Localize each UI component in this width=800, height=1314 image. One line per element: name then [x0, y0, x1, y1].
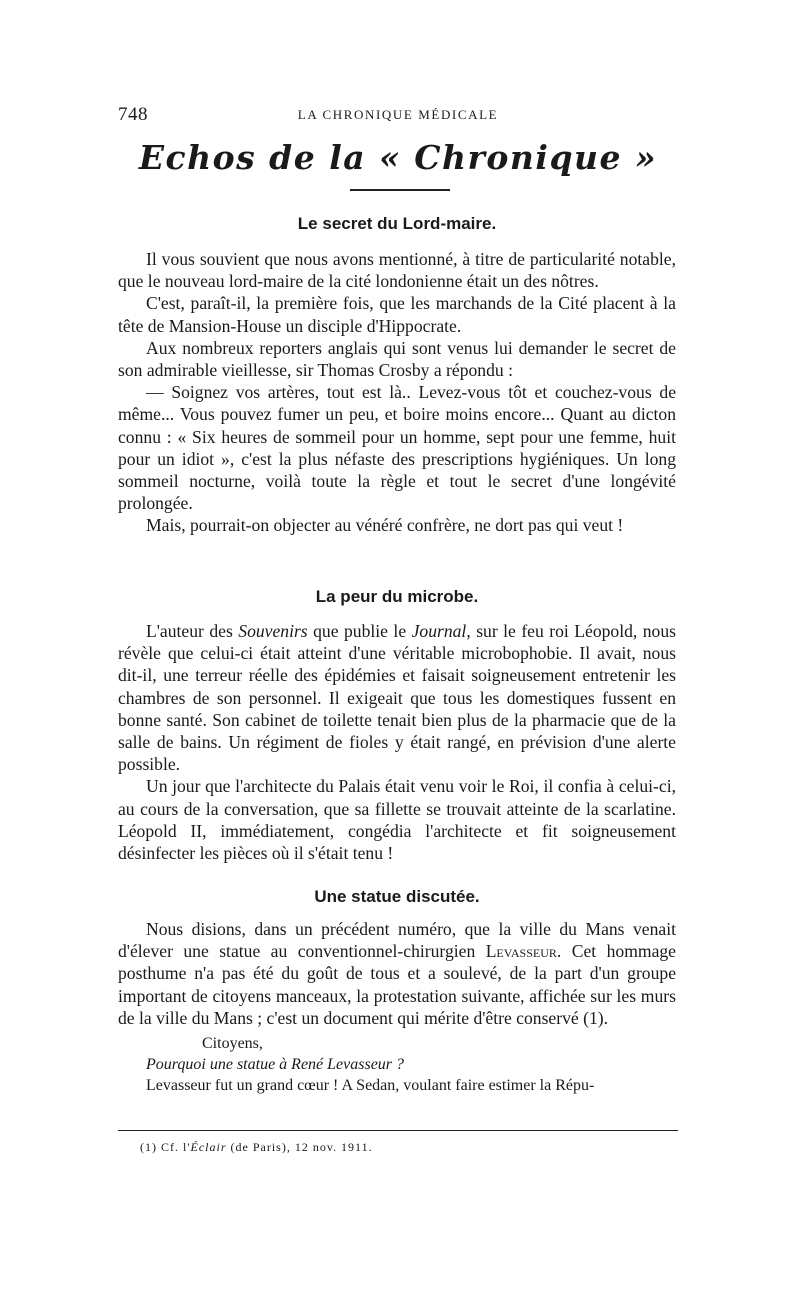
paragraph: Un jour que l'architecte du Palais était venu voir le Roi, il confia à celui-ci, au cours de la conversation, que sa fillette se trouvait atteinte de la scarlatine. Léopold II, immédiatement, congédia l'architecte et fit soigneusement désinfecter les pièces où il s'était tenu !: [118, 776, 676, 864]
text: que publie le: [307, 621, 412, 641]
article-title: Le secret du Lord-maire.: [297, 214, 497, 233]
salutation: Citoyens,: [202, 1035, 263, 1053]
text: L'auteur des: [146, 621, 239, 641]
article-lord-maire: [118, 213, 676, 537]
article-title: La peur du microbe.: [315, 587, 479, 606]
page-number: 748: [118, 104, 148, 125]
journal-name: LA CHRONIQUE MÉDICALE: [297, 107, 499, 122]
italic-text: Journal: [411, 621, 467, 641]
article-title: Une statue discutée.: [314, 887, 480, 906]
text: (de Paris), 12 nov. 1911.: [226, 1140, 373, 1154]
text: Cf. l': [157, 1140, 191, 1154]
paragraph: Aux nombreux reporters anglais qui sont venus lui demander le secret de son admirable vieillesse, sir Thomas Crosby a répondu :: [118, 337, 676, 381]
running-head: [118, 104, 678, 128]
text: , sur le feu roi Léopold, nous révèle que celui-ci était atteint d'une véritable microbophobie. Il avait, nous dit-il, une terreur réelle des épidémies et faisait soigneusement entretenir les chambres de son personnel. Il exigeait que tous les domestiques fussent en bonne santé. Son cabinet de toilette tenait bien plus de la pharmacie que de la salle de bains. Un régiment de fioles y était rangé, en prévision d'une alerte possible.: [118, 621, 676, 775]
paragraph: [118, 918, 676, 1029]
quote-text: Levasseur fut un grand cœur ! A Sedan, voulant faire estimer la Répu-: [146, 1077, 595, 1095]
paragraph: [118, 620, 676, 775]
paragraph: Mais, pourrait-on objecter au vénéré confrère, ne dort pas qui veut !: [146, 515, 624, 536]
italic-text: Éclair: [190, 1140, 227, 1154]
section-title: Echos de la « Chronique »: [138, 138, 658, 177]
text: Nous disions, dans un précédent numéro, que la ville du Mans venait d'élever une statue au conventionnel-chirurgien: [118, 919, 676, 962]
quote-question: Pourquoi une statue à René Levasseur ?: [146, 1056, 405, 1074]
small-caps-name: Levasseur: [485, 941, 557, 962]
article-statue: [118, 886, 676, 1096]
footnote: [140, 1140, 373, 1155]
paragraph: — Soignez vos artères, tout est là.. Levez-vous tôt et couchez-vous de même... Vous pouvez fumer un peu, et boire moins encore... Quant au dicton connu : « Six heures de sommeil pour un homme, sept pour une femme, huit pour un idiot », c'est la plus néfaste des prescriptions hygiéniques. Un long sommeil nocturne, voilà toute la règle et tout le secret d'une longévité prolongée.: [118, 382, 676, 514]
paragraph: Il vous souvient que nous avons mentionné, à titre de particularité notable, que le nouveau lord-maire de la cité londonienne était un des nôtres.: [118, 249, 676, 292]
paragraph: C'est, paraît-il, la première fois, que les marchands de la Cité placent à la tête de Mansion-House un disciple d'Hippocrate.: [118, 293, 676, 336]
article-peur-microbe: [118, 586, 676, 864]
italic-text: Souvenirs: [238, 621, 308, 641]
text: . Cet hommage posthume n'a pas été du goût de tous et a soulevé, de la part d'un groupe important de citoyens manceaux, la protestation suivante, affichée sur les murs de la ville du Mans ; c'est un document qui mérite d'être conservé (1).: [118, 941, 676, 1028]
footnote-divider: [118, 1130, 678, 1131]
title-divider: [350, 189, 450, 191]
footnote-marker: (1): [140, 1140, 157, 1154]
